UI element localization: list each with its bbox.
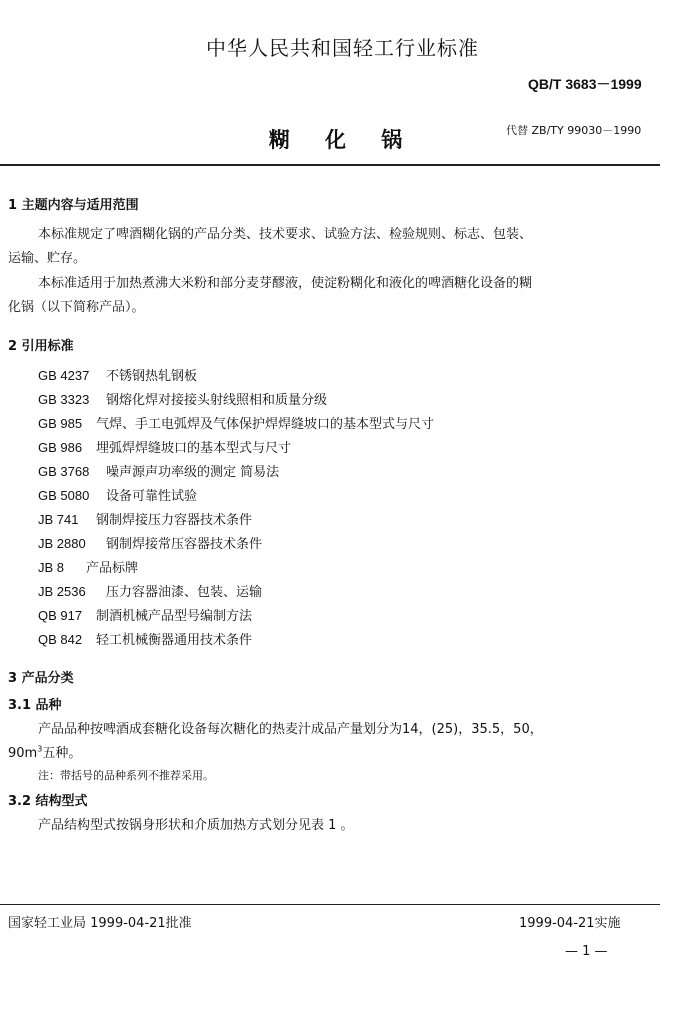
header-rule <box>0 164 660 166</box>
standard-number: QB/T 3683－1999 <box>528 76 642 92</box>
reference-code: GB 986 <box>38 440 83 455</box>
reference-title: 制酒机械产品型号编制方法 <box>96 609 253 624</box>
section-3-1-line-2 <box>8 742 81 761</box>
document-title: 糊 化 锅 <box>268 128 417 152</box>
reference-code: JB 741 <box>38 512 79 527</box>
reference-title: 轻工机械衡器通用技术条件 <box>96 633 253 648</box>
reference-item <box>38 509 252 528</box>
section-3-1-note: 注：带括号的品种系列不推荐采用。 <box>38 769 214 782</box>
reference-title: 钢制焊接压力容器技术条件 <box>96 513 253 528</box>
section-2-heading: 2 引用标准 <box>8 339 74 354</box>
section-3-2-line-1: 产品结构型式按锅身形状和介质加热方式划分见表 1 。 <box>38 818 354 833</box>
reference-title: 设备可靠性试验 <box>106 489 198 504</box>
reference-code: GB 4237 <box>38 368 90 383</box>
reference-code: GB 5080 <box>38 488 90 503</box>
reference-item <box>38 581 262 600</box>
reference-title: 产品标牌 <box>86 561 139 576</box>
standard-header: 中华人民共和国轻工行业标准 <box>206 36 479 60</box>
page-number: — 1 — <box>565 944 608 959</box>
reference-item <box>38 557 138 576</box>
reference-item <box>38 365 197 384</box>
reference-code: GB 985 <box>38 416 83 431</box>
section-1-para-1-line-2: 运输、贮存。 <box>8 251 87 266</box>
section-3-1-line-1: 产品品种按啤酒成套糖化设备每次糖化的热麦汁成品产量划分为14，(25)，35.5，50， <box>38 722 543 737</box>
capacity-prefix: 90m <box>8 746 38 761</box>
section-3-1-heading: 3.1 品种 <box>8 698 62 713</box>
section-1-heading: 1 主题内容与适用范围 <box>8 198 139 213</box>
section-1-para-2-line-1: 本标准适用于加热煮沸大米粉和部分麦芽醪液，使淀粉糊化和液化的啤酒糖化设备的糊 <box>38 276 533 291</box>
cubic-superscript: 3 <box>37 744 43 754</box>
reference-code: GB 3768 <box>38 464 90 479</box>
reference-code: JB 8 <box>38 560 65 575</box>
section-3-2-heading: 3.2 结构型式 <box>8 794 88 809</box>
implementation-date: 1999-04-21实施 <box>519 916 621 931</box>
reference-code: JB 2880 <box>38 536 86 551</box>
section-1-para-2-line-2: 化锅（以下简称产品）。 <box>8 300 145 315</box>
replaces-standard: 代替 ZB/TY 99030－1990 <box>506 124 642 137</box>
reference-item <box>38 389 327 408</box>
reference-item <box>38 461 279 480</box>
section-1-para-1-line-1: 本标准规定了啤酒糊化锅的产品分类、技术要求、试验方法、检验规则、标志、包装、 <box>38 227 533 242</box>
reference-title: 不锈钢热轧钢板 <box>106 369 198 384</box>
reference-title: 埋弧焊焊缝坡口的基本型式与尺寸 <box>96 441 292 456</box>
reference-title: 气焊、手工电弧焊及气体保护焊焊缝坡口的基本型式与尺寸 <box>96 417 435 432</box>
reference-title: 钢熔化焊对接接头射线照相和质量分级 <box>106 393 328 408</box>
section-3-heading: 3 产品分类 <box>8 671 74 686</box>
reference-item <box>38 533 262 552</box>
reference-item <box>38 629 252 648</box>
reference-code: GB 3323 <box>38 392 90 407</box>
footer-rule <box>0 904 660 905</box>
reference-code: QB 842 <box>38 632 83 647</box>
reference-title: 钢制焊接常压容器技术条件 <box>106 537 263 552</box>
approval-line: 国家轻工业局 1999-04-21批准 <box>8 916 192 931</box>
capacity-suffix: 五种。 <box>42 746 82 761</box>
reference-item <box>38 413 434 432</box>
reference-title: 噪声源声功率级的测定 简易法 <box>106 465 280 480</box>
reference-code: JB 2536 <box>38 584 86 599</box>
reference-item <box>38 437 291 456</box>
reference-title: 压力容器油漆、包装、运输 <box>106 585 263 600</box>
reference-code: QB 917 <box>38 608 83 623</box>
reference-item <box>38 605 252 624</box>
reference-item <box>38 485 197 504</box>
